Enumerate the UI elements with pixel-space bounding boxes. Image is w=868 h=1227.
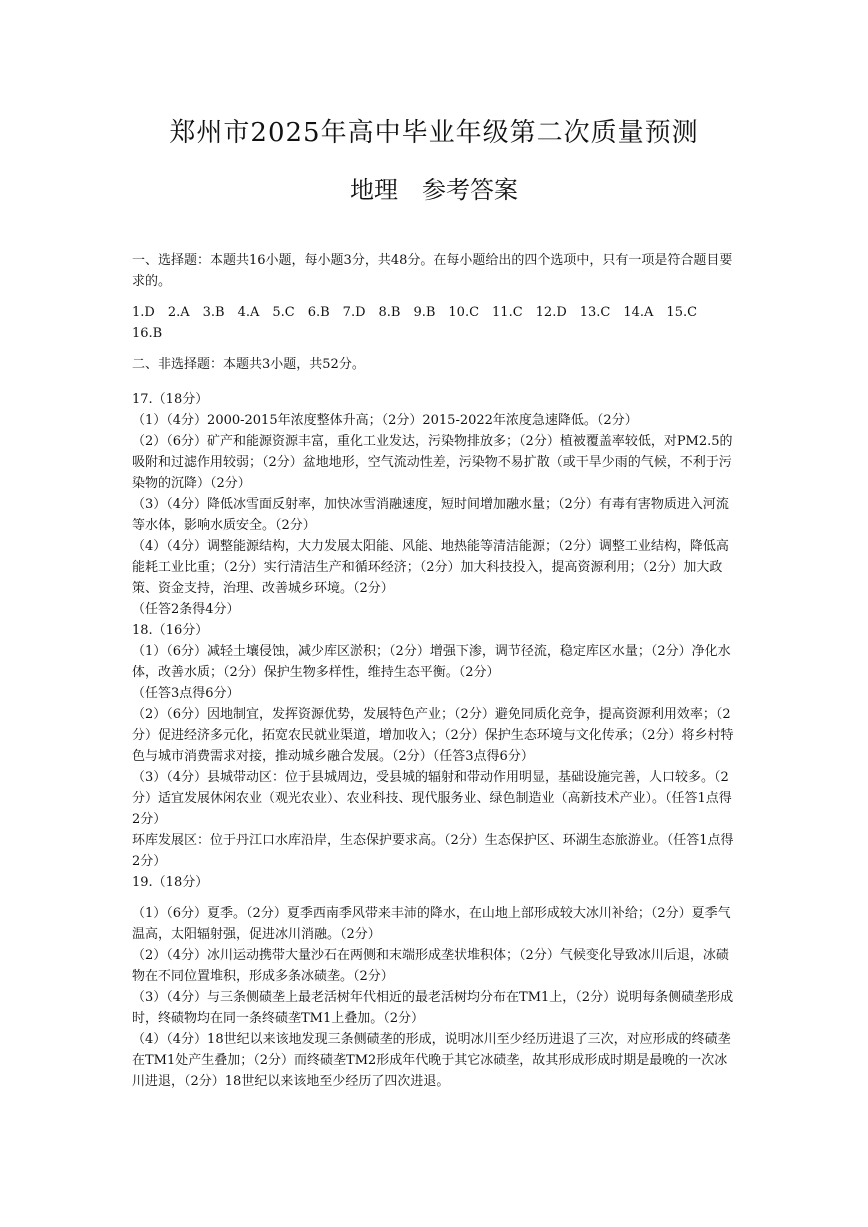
q19-part3: （3）（4分）与三条侧碛垄上最老活树年代相近的最老活树均分布在TM1上，（2分）说明每条侧碛垄形成时，终碛物均在同一条终碛垄TM1上叠加。（2分）	[132, 990, 734, 1026]
section2-heading: 二、非选择题：本题共3小题，共52分。	[132, 357, 365, 372]
section1-heading: 一、选择题：本题共16小题，每小题3分，共48分。在每小题给出的四个选项中，只有一项是符合题目要求的。	[132, 253, 733, 289]
q17-part1: （1）（4分）2000-2015年浓度整体升高；（2分）2015-2022年浓度急速降低。（2分）	[132, 413, 638, 428]
q19-part1: （1）（6分）夏季。（2分）夏季西南季风带来丰沛的降水，在山地上部形成较大冰川补给；（2分）夏季气温高，太阳辐射强，促进冰川消融。（2分）	[132, 906, 731, 942]
answer-content	[132, 250, 740, 1092]
q19-part4: （4）（4分）18世纪以来该地发现三条侧碛垄的形成，说明冰川至少经历进退了三次，对应形成的终碛垄在TM1处产生叠加；（2分）而终碛垄TM2形成年代晚于其它冰碛垄，故其形成形成时期是最晚的一次冰川进退，（2分）18世纪以来该地至少经历了四次进退。	[132, 1032, 731, 1089]
q19-heading: 19.（18分）	[132, 875, 209, 890]
q17-part3: （3）（4分）降低冰雪面反射率，加快冰雪消融速度，短时间增加融水量；（2分）有毒有害物质进入河流等水体，影响水质安全。（2分）	[132, 497, 729, 533]
page-title: 郑州市2025年高中毕业年级第二次质量预测	[169, 118, 699, 148]
q18-part1: （1）（6分）减轻土壤侵蚀，减少库区淤积；（2分）增强下渗，调节径流，稳定库区水量；（2分）净化水体，改善水质；（2分）保护生物多样性，维持生态平衡。（2分）	[132, 644, 731, 680]
q18-note: （任答3点得6分）	[132, 686, 240, 701]
page-subtitle: 地理 参考答案	[350, 176, 518, 204]
q17-note: （任答2条得4分）	[132, 602, 240, 617]
q17-part2: （2）（6分）矿产和能源资源丰富，重化工业发达，污染物排放多；（2分）植被覆盖率较低，对PM2.5的吸附和过滤作用较弱；（2分）盆地地形，空气流动性差，污染物不易扩散（或干旱少雨的气候，不利于污染物的沉降）（2分）	[132, 434, 733, 491]
q17-heading: 17.（18分）	[132, 392, 209, 407]
q19-part2: （2）（4分）冰川运动携带大量沙石在两侧和末端形成垄状堆积体；（2分）气候变化导致冰川后退，冰碛物在不同位置堆积，形成多条冰碛垄。（2分）	[132, 948, 729, 984]
q17-part4: （4）（4分）调整能源结构，大力发展太阳能、风能、地热能等清洁能源；（2分）调整工业结构，降低高能耗工业比重；（2分）实行清洁生产和循环经济；（2分）加大科技投入，提高资源利用；（2分）加大政策、资金支持，治理、改善城乡环境。（2分）	[132, 539, 729, 596]
choice-answers: 1.D 2.A 3.B 4.A 5.C 6.B 7.D 8.B 9.B 10.C 11.C 12.D 13.C 14.A 15.C 16.B	[132, 305, 711, 341]
q18-heading: 18.（16分）	[132, 623, 209, 638]
q18-part3: （3）（4分）县城带动区：位于县城周边，受县城的辐射和带动作用明显，基础设施完善，人口较多。（2分）适宜发展休闲农业（观光农业）、农业科技、现代服务业、绿色制造业（高新技术产业）。（任答1点得2分）	[132, 770, 732, 827]
q18-part3-b: 环库发展区：位于丹江口水库沿岸，生态保护要求高。（2分）生态保护区、环湖生态旅游业。（任答1点得2分）	[132, 833, 734, 869]
q18-part2: （2）（6分）因地制宜，发挥资源优势，发展特色产业；（2分）避免同质化竞争，提高资源利用效率；（2分）促进经济多元化，拓宽农民就业渠道，增加收入；（2分）保护生态环境与文化传承；（2分）将乡村特色与城市消费需求对接，推动城乡融合发展。（2分）（任答3点得6分）	[132, 707, 734, 764]
